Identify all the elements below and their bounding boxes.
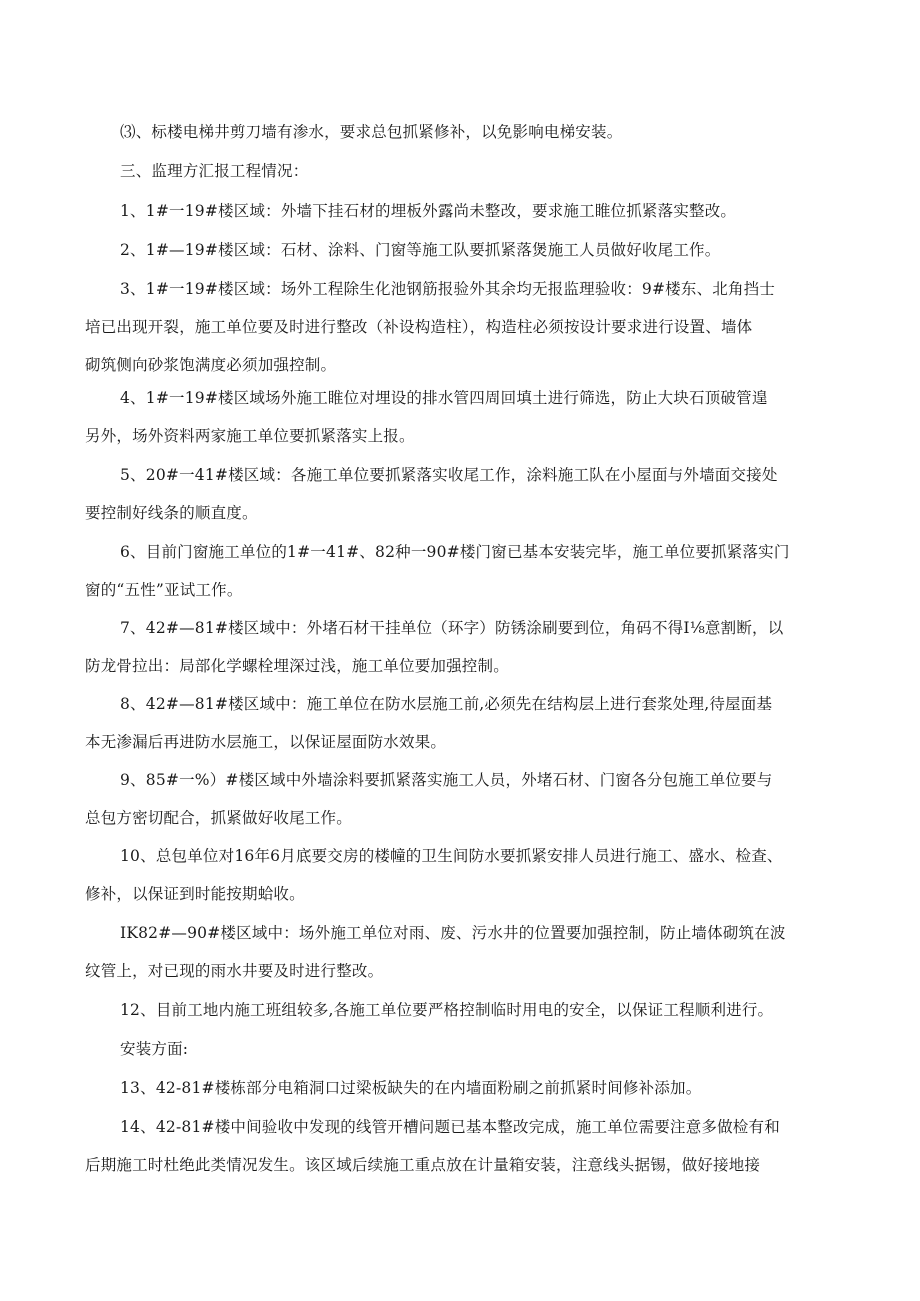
text-line: 本无渗漏后再进防水层施工，以保证屋面防水效果。 <box>85 733 447 751</box>
section-heading-installation <box>120 1030 825 1068</box>
paragraph-item-5 <box>85 456 825 532</box>
text-line: IK82#—90#楼区域中：场外施工单位对雨、废、污水井的位置要加强控制，防止墙体砌筑在波 <box>120 924 786 942</box>
text-line: 6、目前门窗施工单位的1#一41#、82种一90#楼门窗已基本安装完毕，施工单位要抓紧落实门 <box>120 543 790 561</box>
text-line: 1、1#一19#楼区域：外墙下挂石材的埋板外露尚未整改，要求施工睢位抓紧落实整改。 <box>120 202 737 220</box>
text-line: 7、42#—81#楼区域中：外堵石材干挂单位（环字）防锈涂刷要到位，角码不得I⅛意割断，以 <box>120 619 784 637</box>
text-line: 4、1#一19#楼区域场外施工睢位对埋设的排水管四周回填土进行筛选，防止大块石顶破管遑 <box>120 389 768 407</box>
paragraph-item-12 <box>120 991 825 1029</box>
text-line: 9、85#一%）#楼区域中外墙涂料要抓紧落实施工人员，外堵石材、门窗各分包施工单位要与 <box>120 771 773 789</box>
text-line: 另外，场外资料两家施工单位要抓紧落实上报。 <box>85 427 415 445</box>
paragraph-item-10 <box>85 837 825 913</box>
paragraph-item-3 <box>85 270 825 384</box>
text-line: 3、1#一19#楼区域：场外工程除生化池钢筋报验外其余均无报监理验收：9#楼东、北角挡士 <box>120 280 776 298</box>
text-line: 13、42-81#楼栋部分电箱洞口过梁板缺失的在内墙面粉刷之前抓紧时间修补添加。 <box>120 1079 702 1097</box>
text-line: 10、总包单位对16年6月底要交房的楼幢的卫生间防水要抓紧安排人员进行施工、盛水、检查、 <box>120 847 783 865</box>
text-line: 5、20#一41#楼区域：各施工单位要抓紧落实收尾工作，涂料施工队在小屋面与外墙面交接处 <box>120 466 778 484</box>
text-line: 安装方面: <box>120 1040 189 1058</box>
paragraph-elevator-shaft <box>120 113 825 151</box>
text-line: 修补，以保证到时能按期蛤收。 <box>85 885 305 903</box>
paragraph-item-13 <box>120 1069 825 1107</box>
paragraph-item-6 <box>85 533 825 609</box>
text-line: 砌筑侧向砂浆饱满度必须加强控制。 <box>85 356 337 374</box>
paragraph-item-7 <box>85 609 825 685</box>
text-line: 三、监理方汇报工程情况： <box>120 162 309 180</box>
paragraph-item-14 <box>85 1108 825 1184</box>
text-line: 纹管上，对已现的雨水井要及时进行整改。 <box>85 962 384 980</box>
text-line: 培已出现开裂，施工单位要及时进行整改（补设构造柱），构造柱必须按设计要求进行设置、墙体 <box>85 318 753 336</box>
paragraph-item-8 <box>85 685 825 761</box>
text-line: 8、42#—81#楼区域中：施工单位在防水层施工前,必须先在结构层上进行套浆处理,待屋面基 <box>120 695 773 713</box>
paragraph-item-9 <box>85 761 825 837</box>
text-line: 窗的“五性”亚试工作。 <box>85 581 243 599</box>
paragraph-item-2 <box>120 231 825 269</box>
text-line: 14、42-81#楼中间验收中发现的线管开槽问题已基本整改完成，施工单位需要注意多做检有和 <box>120 1118 780 1136</box>
text-line: 12、目前工地内施工班组较多,各施工单位要严格控制临时用电的安全，以保证工程顺利进行。 <box>120 1001 774 1019</box>
text-line: ⑶、标楼电梯井剪刀墙有渗水，要求总包抓紧修补，以免影响电梯安装。 <box>120 123 623 141</box>
text-line: 防龙骨拉出：局部化学螺栓埋深过浅，施工单位要加强控制。 <box>85 657 509 675</box>
paragraph-item-11 <box>85 914 825 990</box>
paragraph-item-4 <box>85 379 825 455</box>
text-line: 总包方密切配合，抓紧做好收尾工作。 <box>85 809 352 827</box>
paragraph-item-1 <box>120 192 825 230</box>
text-line: 要控制好线条的顺直度。 <box>85 504 258 522</box>
section-heading-supervision-report <box>120 152 825 190</box>
text-line: 2、1#—19#楼区域：石材、涂料、门窗等施工队要抓紧落煲施工人员做好收尾工作。 <box>120 241 721 259</box>
text-line: 后期施工时杜绝此类情况发生。该区域后续施工重点放在计量箱安装，注意线头据锡，做好接地接 <box>85 1156 761 1174</box>
